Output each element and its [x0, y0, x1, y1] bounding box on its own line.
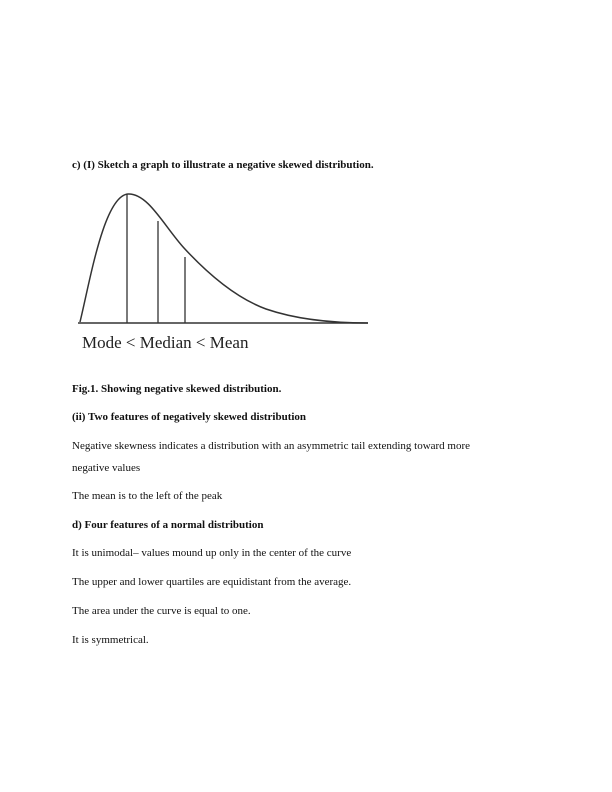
list-item: It is symmetrical.	[72, 634, 149, 646]
section-d-heading: d) Four features of a normal distribution	[72, 519, 264, 531]
list-item: The upper and lower quartiles are equidistant from the average.	[72, 576, 352, 588]
section-c-heading: c) (I) Sketch a graph to illustrate a negative skewed distribution.	[72, 159, 374, 171]
paragraph-line: Negative skewness indicates a distribution with an asymmetric tail extending toward more	[72, 440, 471, 452]
paragraph: The mean is to the left of the peak	[72, 490, 223, 502]
skewed-distribution-figure	[76, 186, 376, 354]
paragraph-line: negative values	[72, 462, 141, 474]
distribution-curve	[80, 194, 368, 323]
list-item: The area under the curve is equal to one.	[72, 605, 251, 617]
axis-caption: Mode < Median < Mean	[82, 333, 249, 352]
section-c-ii-heading: (ii) Two features of negatively skewed distribution	[72, 411, 307, 423]
list-item: It is unimodal– values mound up only in the center of the curve	[72, 547, 352, 559]
figure-caption: Fig.1. Showing negative skewed distribution.	[72, 383, 282, 395]
